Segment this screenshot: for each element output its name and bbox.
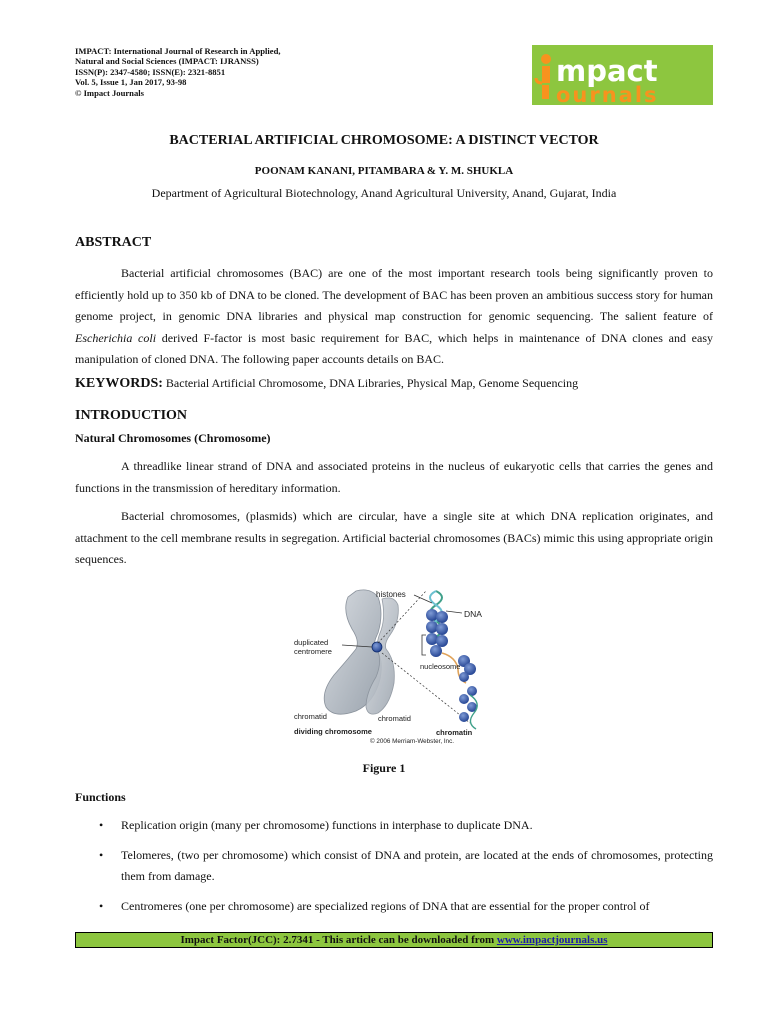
footer-impact-bar xyxy=(75,932,713,948)
list-item xyxy=(75,845,713,888)
footer-text: Impact Factor(JCC): 2.7341 - This article can be downloaded from xyxy=(180,934,497,946)
logo-word-ournals: ournals xyxy=(556,83,659,105)
label-chromatid-left: chromatid xyxy=(294,712,327,721)
abstract-text-part1: Bacterial artificial chromosomes (BAC) are one of the most important research tools being significantly proven to efficiently hold up to 350 kb of DNA to be cloned. The development of BAC has been proven an ambitious success story for human genome project, in genomic DNA libraries and physical map construction for genomic sequencing. The salient feature of xyxy=(75,266,713,323)
journal-header xyxy=(75,46,281,98)
list-item-text: Telomeres, (two per chromosome) which consist of DNA and protein, are located at the ends of chromosomes, protecting them from damage. xyxy=(121,847,713,883)
article-authors: POONAM KANANI, PITAMBARA & Y. M. SHUKLA xyxy=(254,165,514,177)
keywords-text: Bacterial Artificial Chromosome, DNA Libraries, Physical Map, Genome Sequencing xyxy=(162,376,579,390)
article-affiliation: Department of Agricultural Biotechnology, Anand Agricultural University, Anand, Gujarat, India xyxy=(151,186,617,200)
introduction-heading: INTRODUCTION xyxy=(75,408,188,423)
natural-chromosomes-subheading: Natural Chromosomes (Chromosome) xyxy=(75,431,271,445)
chromosome-figure xyxy=(286,583,499,745)
figure-caption: Figure 1 xyxy=(362,761,406,775)
journal-name-line2: Natural and Social Sciences (IMPACT: IJRANSS) xyxy=(75,56,259,67)
list-item-text: Centromeres (one per chromosome) are specialized regions of DNA that are essential for the proper control of xyxy=(121,898,650,913)
label-chromatin: chromatin xyxy=(436,728,473,737)
functions-list xyxy=(75,815,713,925)
introduction-paragraph-1: A threadlike linear strand of DNA and associated proteins in the nucleus of eukaryotic cells that carries the genes and functions in the transmission of hereditary information. xyxy=(75,459,713,495)
label-nucleosome: nucleosome xyxy=(420,662,461,671)
journal-volume: Vol. 5, Issue 1, Jan 2017, 93-98 xyxy=(75,77,187,88)
keywords-label: KEYWORDS: xyxy=(75,376,163,391)
list-item-text: Replication origin (many per chromosome) functions in interphase to duplicate DNA. xyxy=(121,818,533,832)
centromere-dot xyxy=(372,642,382,652)
label-duplicated: duplicated xyxy=(294,638,329,647)
abstract-text-part2: derived F-factor is most basic requirement for BAC, which helps in maintenance of DNA clones and easy manipulation of cloned DNA. The following paper accounts details on BAC. xyxy=(75,330,713,366)
keywords-line xyxy=(75,376,578,392)
label-dividing-chromosome: dividing chromosome xyxy=(294,727,372,736)
abstract-species-name: Escherichia coli xyxy=(75,330,157,345)
logo-word-mpact: mpact xyxy=(556,54,658,88)
bullet-icon: • xyxy=(99,847,104,862)
journal-copyright: © Impact Journals xyxy=(75,87,144,98)
nucleosome-stack xyxy=(426,609,448,657)
label-dna: DNA xyxy=(464,609,482,619)
article-title: BACTERIAL ARTIFICIAL CHROMOSOME: A DISTINCT VECTOR xyxy=(169,133,599,148)
abstract-heading: ABSTRACT xyxy=(75,235,152,250)
impact-journals-logo xyxy=(532,45,713,105)
journal-name-line1: IMPACT: International Journal of Research in Applied, xyxy=(75,46,281,56)
functions-heading: Functions xyxy=(75,790,126,804)
label-histones: histones xyxy=(376,590,406,599)
introduction-paragraph-2: Bacterial chromosomes, (plasmids) which are circular, have a single site at which DNA replication originates, and attachment to the cell membrane results in segregation. Artificial bacterial chromosomes (BACs) mimic this using appropriate origin sequences. xyxy=(75,509,713,566)
journal-issn: ISSN(P): 2347-4580; ISSN(E): 2321-8851 xyxy=(75,66,226,77)
footer-link[interactable]: www.impactjournals.us xyxy=(496,934,608,946)
list-item xyxy=(75,815,713,837)
label-centromere: centromere xyxy=(294,647,332,656)
figure-copyright: © 2006 Merriam-Webster, Inc. xyxy=(370,738,454,745)
list-item xyxy=(75,896,713,918)
abstract-paragraph xyxy=(75,263,713,371)
bullet-icon: • xyxy=(99,818,104,832)
bullet-icon: • xyxy=(99,898,104,913)
label-chromatid-right: chromatid xyxy=(378,714,411,723)
